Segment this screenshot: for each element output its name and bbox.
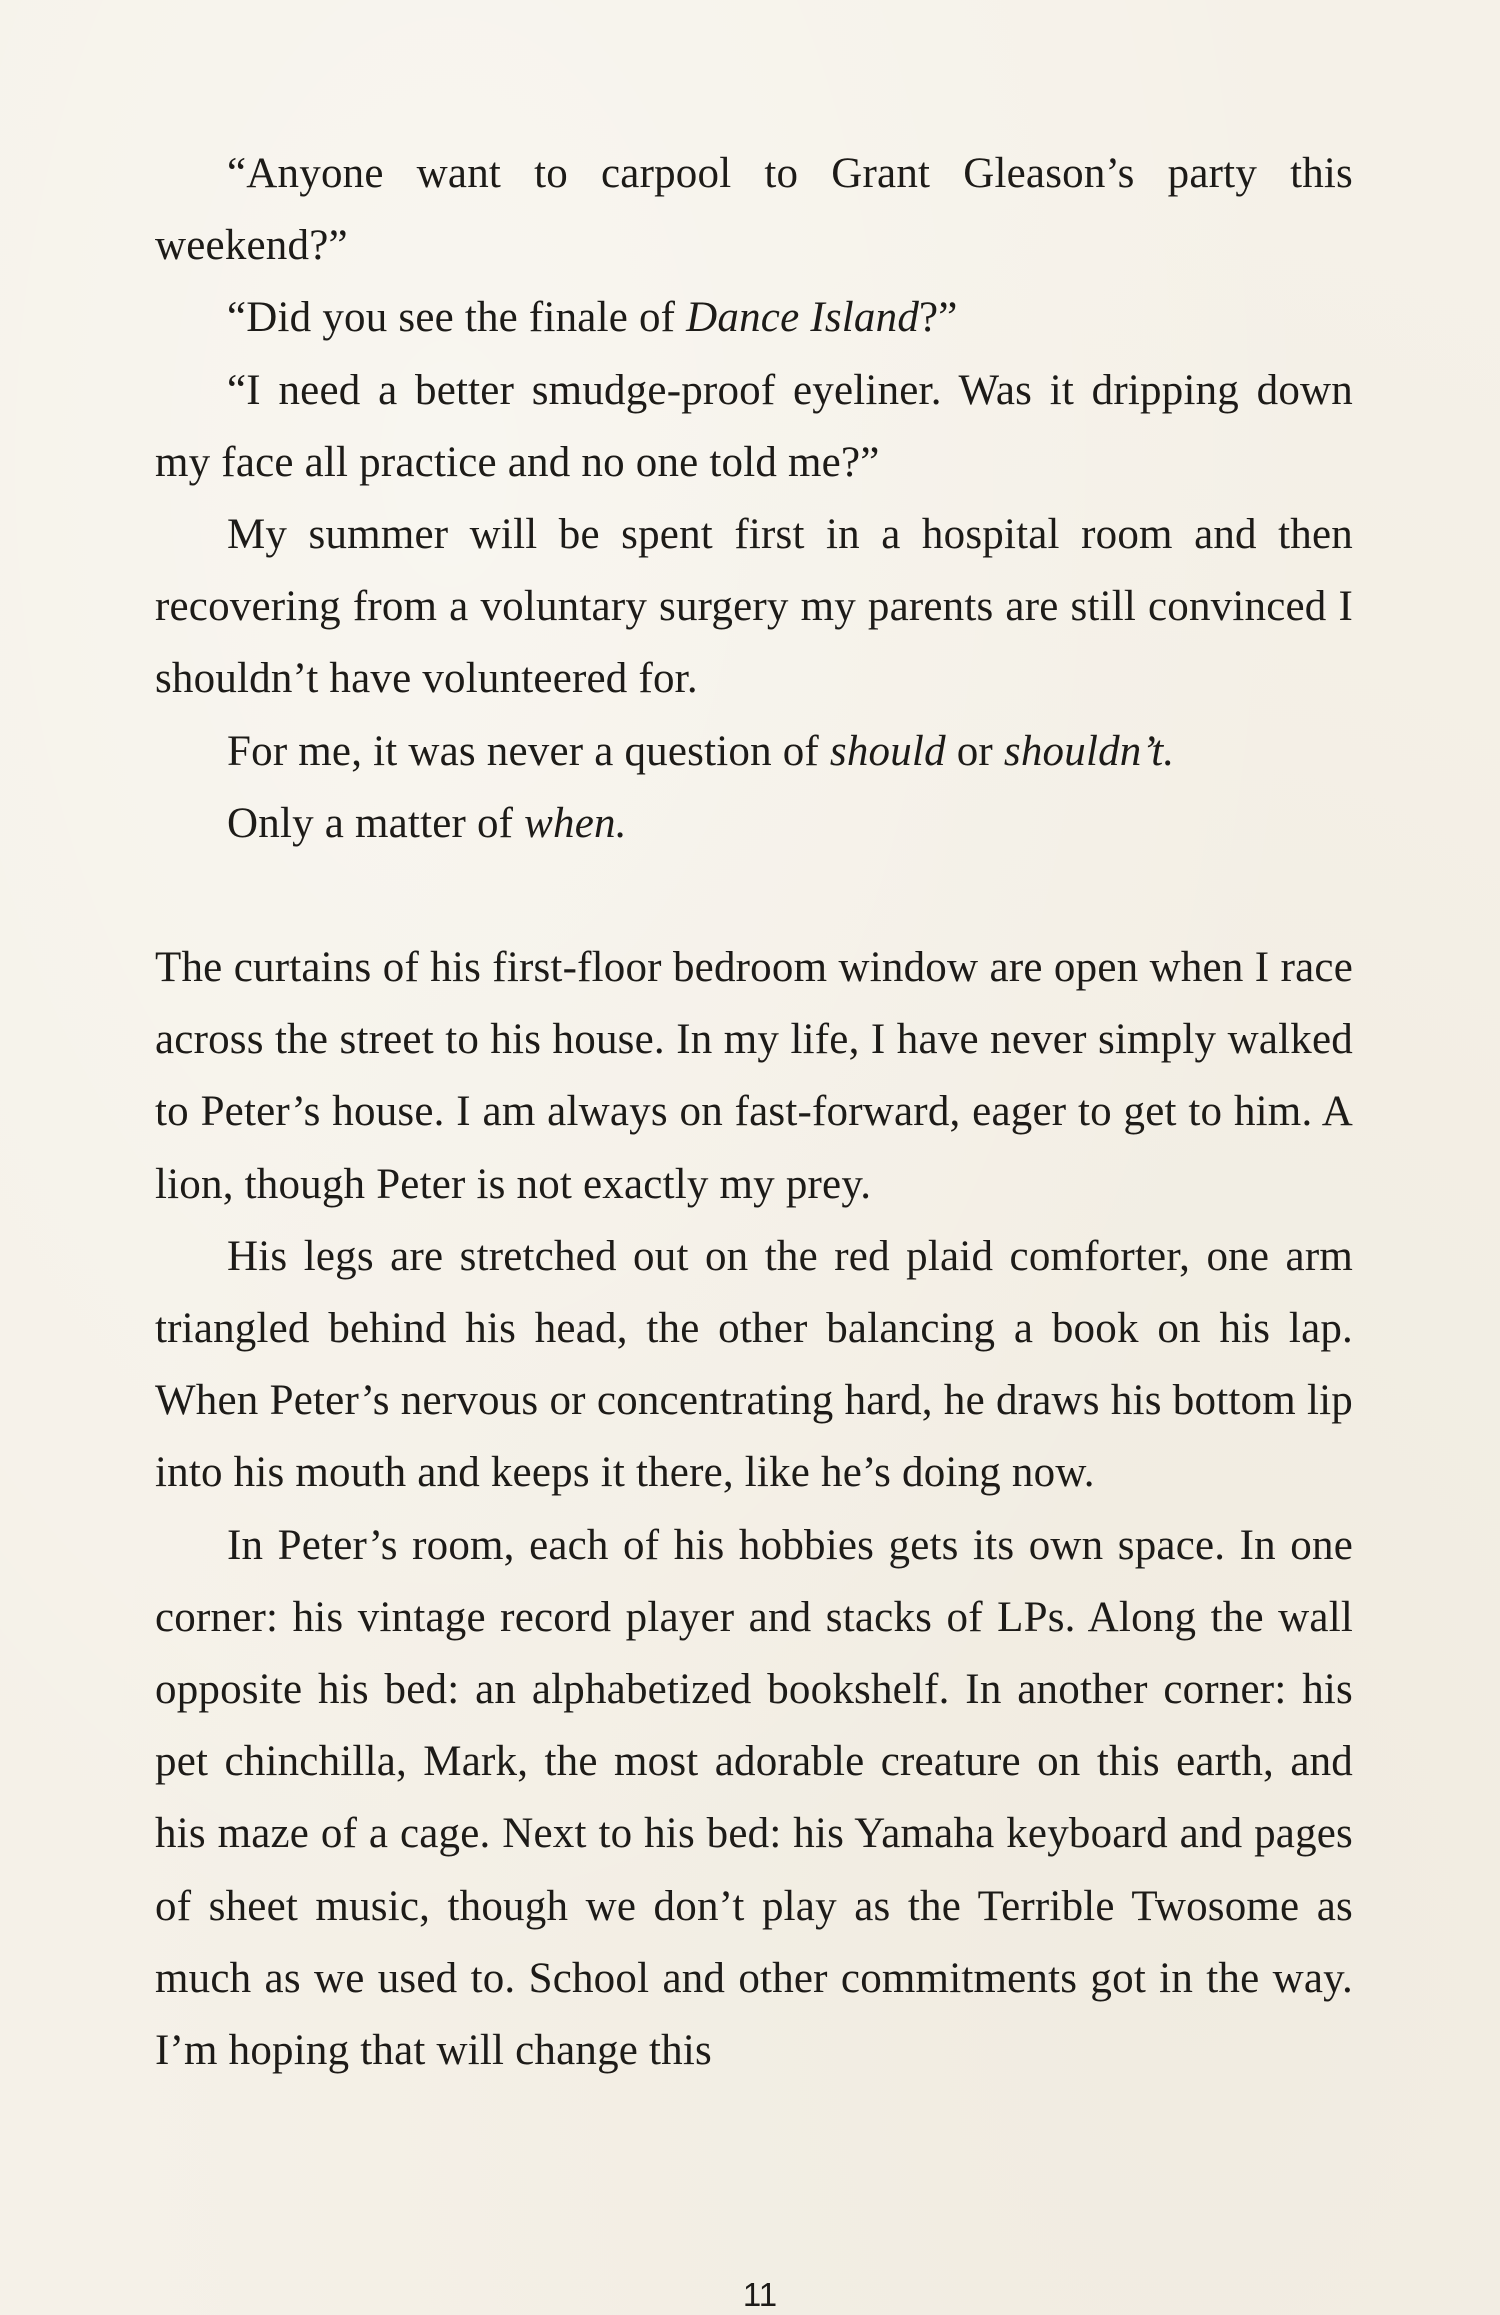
page-number: 11	[742, 2276, 778, 2313]
italic-text: Dance Island	[686, 294, 920, 342]
paragraph	[155, 138, 1353, 282]
text-run: “Anyone want to carpool to Grant Gleason’s party this weekend?”	[155, 150, 1353, 270]
text-run: In Peter’s room, each of his hobbies gets its own space. In one corner: his vintage record player and stacks of LPs. Along the wall opposite his bed: an alphabetized bookshelf. In another corner: his pet chinchilla, Mark, the most adorable creature on this earth, and his maze of a cage. Next to his bed: his Yamaha keyboard and pages of sheet music, though we don’t play as the Terrible Twosome as much as we used to. School and other commitments got in the way. I’m hoping that will change this	[155, 1521, 1353, 2075]
paragraph	[155, 932, 1353, 1221]
text-run: The curtains of his first-floor bedroom window are open when I race across the street to his house. In my life, I have never simply walked to Peter’s house. I am always on fast-forward, eager to get to him. A lion, though Peter is not exactly my prey.	[155, 944, 1353, 1208]
italic-text: shouldn’t.	[1003, 727, 1175, 775]
text-run: For me, it was never a question of	[227, 727, 830, 775]
paragraph	[155, 499, 1353, 716]
paragraph	[155, 1221, 1353, 1510]
text-run: His legs are stretched out on the red plaid comforter, one arm triangled behind his head, the other balancing a book on his lap. When Peter’s nervous or concentrating hard, he draws his bottom lip into his mouth and keeps it there, like he’s doing now.	[155, 1232, 1353, 1497]
text-run: ?”	[919, 294, 958, 342]
paragraph	[155, 1510, 1353, 2088]
text-run: My summer will be spent first in a hospital room and then recovering from a voluntary surgery my parents are still convinced I shouldn’t have volunteered for.	[155, 511, 1353, 703]
paragraph	[155, 788, 1353, 860]
text-run: “Did you see the finale of	[227, 294, 687, 342]
paragraph	[155, 716, 1353, 788]
text-run: “I need a better smudge-proof eyeliner. Was it dripping down my face all practice and no one told me?”	[155, 366, 1353, 486]
italic-text: when.	[524, 799, 627, 847]
body-text	[155, 138, 1353, 2087]
paragraph	[155, 282, 1353, 354]
text-run: or	[945, 727, 1004, 775]
italic-text: should	[829, 727, 946, 775]
paragraph	[155, 355, 1353, 499]
text-run: Only a matter of	[227, 799, 525, 847]
